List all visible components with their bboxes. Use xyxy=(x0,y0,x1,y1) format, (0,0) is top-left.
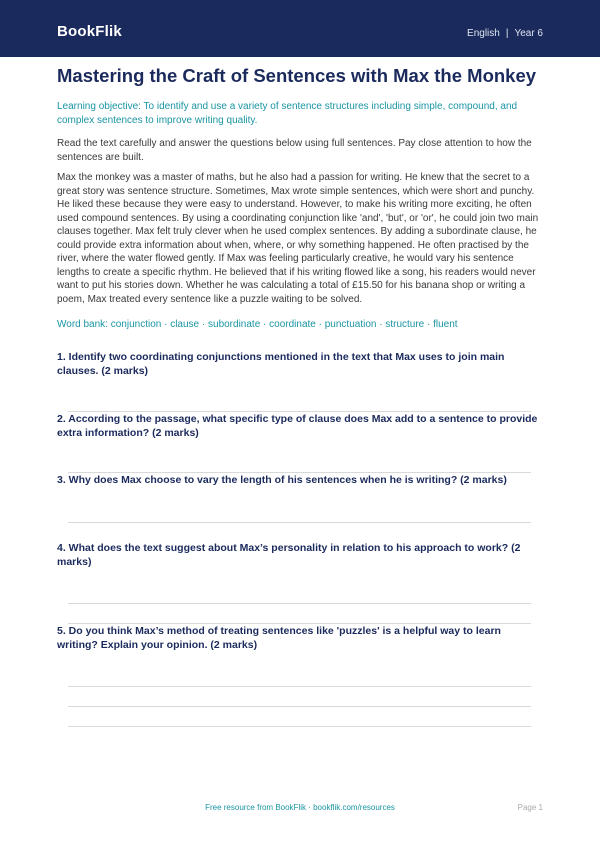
year-label: Year 6 xyxy=(514,28,543,39)
instructions-text: Read the text carefully and answer the questions below using full sentences. Pay close attention to how the sentences are built. xyxy=(57,138,532,163)
meta-separator: | xyxy=(505,28,509,39)
question-2: 2. According to the passage, what specific type of clause does Max add to a sentence to provide extra information? (2 marks) xyxy=(57,413,538,439)
reading-passage: Max the monkey was a master of maths, but he also had a passion for writing. He knew that the secret to a great story was sentence structure. Sometimes, Max wrote simple sentences, which were short and punchy. He liked these because they were easy to understand. However, to make his writing more exciting, he often used compound sentences. By using a coordinating conjunction like 'and', 'but', or 'or', he could join two main clauses together. Max felt truly clever when he used complex sentences. By adding a subordinate clause, he could provide extra information about when, where, or why something happened. He often practised by the river, where the water flowed gently. If Max was feeling particularly creative, he would vary his sentence lengths to create a specific rhythm. He believed that if his writing flowed like a song, his readers would never want to put his stories down. Whether he was calculating a total of £15.50 for his banana shop or writing a poem, Max treated every sentence like a puzzle waiting to be solved. xyxy=(57,172,539,305)
page-number: Page 1 xyxy=(517,803,543,812)
question-3: 3. Why does Max choose to vary the length of his sentences when he is writing? (2 marks) xyxy=(57,474,507,486)
brand-logo: BookFlik xyxy=(57,23,122,40)
question-4: 4. What does the text suggest about Max’s personality in relation to his approach to work? (2 marks) xyxy=(57,542,521,568)
answer-line-5c[interactable] xyxy=(68,726,531,727)
answer-line-3[interactable] xyxy=(68,522,531,523)
answer-line-4[interactable] xyxy=(68,603,531,604)
page-title: Mastering the Craft of Sentences with Max the Monkey xyxy=(57,65,537,86)
learning-objective: Learning objective: To identify and use a variety of sentence structures including simple, compound, and complex sentences to improve writing quality. xyxy=(57,101,518,126)
answer-line-5a[interactable] xyxy=(68,686,531,687)
footer-credit: Free resource from BookFlik · bookflik.com/resources xyxy=(205,803,395,812)
answer-line-5b[interactable] xyxy=(68,706,531,707)
word-bank: Word bank: conjunction · clause · subordinate · coordinate · punctuation · structure · fluent xyxy=(57,319,458,330)
question-1: 1. Identify two coordinating conjunctions mentioned in the text that Max uses to join main clauses. (2 marks) xyxy=(57,351,505,377)
subject-label: English xyxy=(467,28,500,39)
question-5: 5. Do you think Max’s method of treating sentences like 'puzzles' is a helpful way to learn writing? Explain your opinion. (2 marks) xyxy=(57,625,501,651)
header-bar xyxy=(0,0,600,57)
header-meta xyxy=(467,28,543,39)
